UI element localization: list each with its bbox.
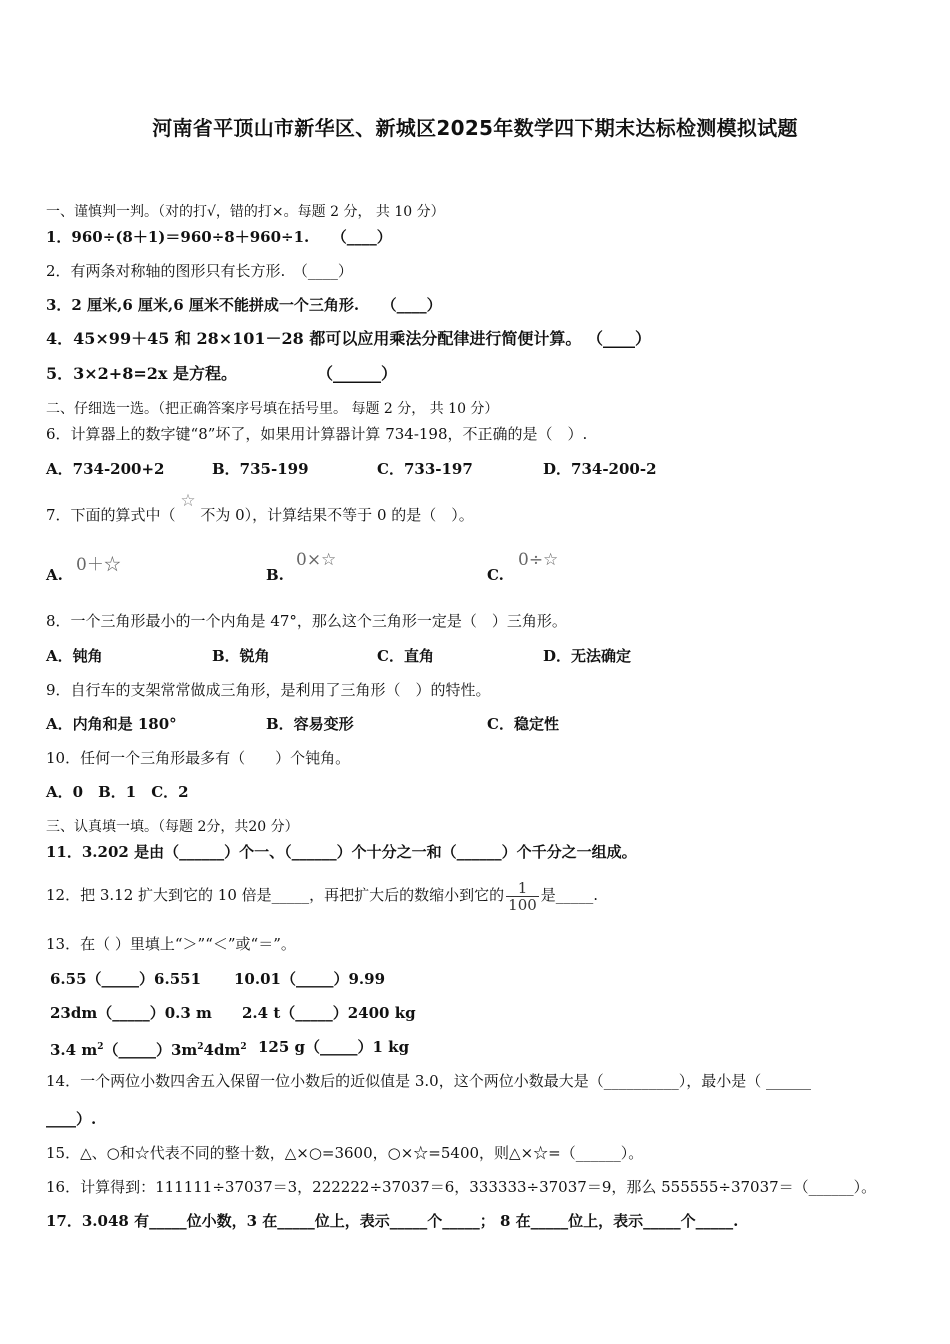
- question-14-line-1: 14．一个两位小数四舍五入保留一位小数后的近似值是 3.0，这个两位小数最大是（__________），最小是（ ______: [46, 1072, 811, 1090]
- q13-item-5-part1: 3.4 m: [50, 1041, 98, 1059]
- q7-option-a-label: A.: [46, 566, 63, 584]
- question-1: 1．960÷(8＋1)＝960÷8＋960÷1. （____）: [46, 228, 392, 246]
- q6-option-a: A．734-200+2: [46, 460, 165, 478]
- q13-item-5: [50, 1037, 247, 1060]
- q6-option-c: C．733-197: [377, 460, 473, 478]
- q9-option-a: A．内角和是 180°: [46, 715, 177, 733]
- question-5: 5．3×2+8=2x 是方程。 （______）: [46, 364, 397, 383]
- question-16: 16．计算得到：111111÷37037＝3，222222÷37037＝6，333333÷37037＝9，那么 555555÷37037＝（______）。: [46, 1178, 877, 1196]
- star-icon: ☆: [180, 491, 196, 511]
- question-9: 9．自行车的支架常常做成三角形，是利用了三角形（ ）的特性。: [46, 681, 491, 699]
- question-15: 15．△、○和☆代表不同的整十数，△×○=3600，○×☆=5400，则△×☆=（______）。: [46, 1144, 644, 1162]
- q7-option-b-label: B.: [266, 566, 284, 584]
- superscript: 2: [240, 1042, 247, 1052]
- question-12: [46, 876, 598, 914]
- q13-item-3: 23dm（_____）0.3 m: [50, 1004, 212, 1022]
- q7-option-a-expression: 0＋☆: [76, 555, 121, 575]
- q7-option-c-expression: 0÷☆: [518, 550, 559, 570]
- q8-option-a: A．钝角: [46, 647, 103, 665]
- question-11: 11．3.202 是由（______）个一、（______）个十分之一和（______）个千分之一组成。: [46, 843, 637, 861]
- q13-item-4: 2.4 t（_____）2400 kg: [242, 1004, 416, 1022]
- q12-text-after: 是_____.: [540, 886, 599, 904]
- question-13: 13．在（ ）里填上“＞”“＜”或“＝”。: [46, 935, 296, 953]
- fraction-denominator: 100: [508, 895, 537, 914]
- question-3: 3．2 厘米,6 厘米,6 厘米不能拼成一个三角形. （____）: [46, 296, 442, 314]
- q8-option-d: D．无法确定: [543, 647, 632, 665]
- question-6: 6．计算器上的数字键“8”坏了，如果用计算器计算 734-198，不正确的是（ ）.: [46, 425, 588, 443]
- question-2: 2．有两条对称轴的图形只有长方形. （____）: [46, 262, 353, 280]
- q8-option-c: C．直角: [377, 647, 434, 665]
- page-title: 河南省平顶山市新华区、新城区2025年数学四下期末达标检测模拟试题: [152, 116, 798, 140]
- q12-text-before: 12．把 3.12 扩大到它的 10 倍是_____，再把扩大后的数缩小到它的: [46, 886, 505, 904]
- fraction: [506, 880, 539, 913]
- q13-item-5-part2: （_____）3m: [103, 1041, 198, 1059]
- q7-text-after: 不为 0），计算结果不等于 0 的是（ ）。: [200, 506, 474, 524]
- section-heading-3: 三、认真填一填。（每题 2分，共20 分）: [46, 819, 299, 835]
- q13-item-6: 125 g（_____）1 kg: [258, 1038, 410, 1056]
- question-17: 17．3.048 有_____位小数，3 在_____位上，表示_____个_____； 8 在_____位上，表示_____个_____.: [46, 1212, 739, 1230]
- section-heading-2: 二、仔细选一选。（把正确答案序号填在括号里。 每题 2 分， 共 10 分）: [46, 401, 499, 417]
- q6-option-b: B．735-199: [212, 460, 309, 478]
- superscript: 2: [197, 1042, 204, 1052]
- question-14-line-2: ____）.: [46, 1110, 97, 1128]
- question-8: 8．一个三角形最小的一个内角是 47°，那么这个三角形一定是（ ）三角形。: [46, 612, 567, 630]
- q9-option-c: C．稳定性: [487, 715, 559, 733]
- q13-item-1: 6.55（_____）6.551: [50, 970, 202, 988]
- q8-option-b: B．锐角: [212, 647, 270, 665]
- q13-item-2: 10.01（_____）9.99: [234, 970, 386, 988]
- fraction-numerator: 1: [506, 880, 539, 897]
- q6-option-d: D．734-200-2: [543, 460, 657, 478]
- question-4: 4．45×99＋45 和 28×101－28 都可以应用乘法分配律进行简便计算。 （____）: [46, 329, 651, 348]
- section-heading-1: 一、谨慎判一判。（对的打√，错的打×。每题 2 分， 共 10 分）: [46, 204, 445, 220]
- q7-text-before: 7．下面的算式中（: [46, 506, 176, 524]
- q13-item-5-part3: 4dm: [203, 1041, 241, 1059]
- question-10: 10．任何一个三角形最多有（ ）个钝角。: [46, 749, 351, 767]
- q7-option-c-label: C.: [487, 566, 504, 584]
- q9-option-b: B．容易变形: [266, 715, 354, 733]
- question-7: [46, 491, 474, 525]
- q7-option-b-expression: 0×☆: [296, 550, 337, 570]
- superscript: 2: [97, 1042, 104, 1052]
- q10-options: A．0 B．1 C．2: [46, 783, 189, 801]
